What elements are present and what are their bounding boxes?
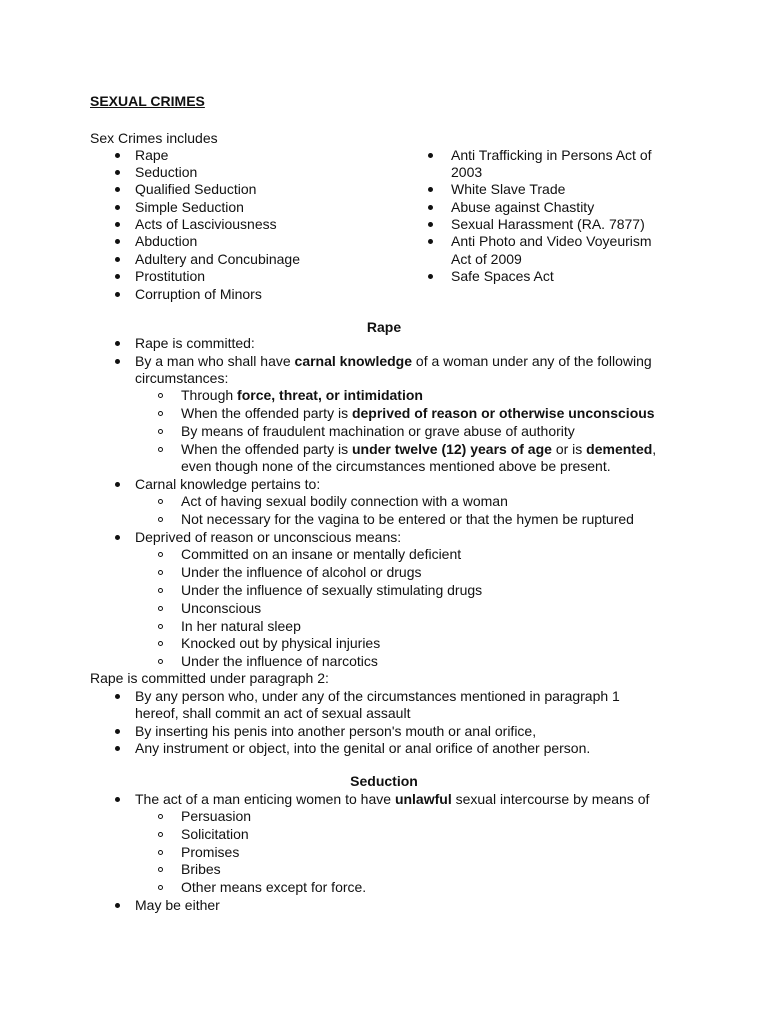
list-item-continued: hereof, shall commit an act of sexual assault (135, 705, 411, 721)
sub-item: Promises (181, 844, 240, 860)
bullet-icon (115, 274, 120, 279)
list-item: Safe Spaces Act (451, 268, 554, 284)
circle-bullet-icon (158, 588, 163, 593)
circle-bullet-icon (158, 393, 163, 398)
sub-item: Under the influence of alcohol or drugs (181, 564, 422, 580)
bullet-icon (115, 359, 120, 364)
circle-bullet-icon (158, 447, 163, 452)
circle-bullet-icon (158, 867, 163, 872)
list-item: Rape is committed: (135, 335, 255, 351)
list-item: Simple Seduction (135, 199, 244, 215)
section-heading-rape: Rape (366, 319, 402, 335)
list-item: May be either (135, 897, 220, 913)
list-item: Sexual Harassment (RA. 7877) (451, 216, 645, 232)
bullet-icon (115, 257, 120, 262)
circle-bullet-icon (158, 885, 163, 890)
list-item: Any instrument or object, into the genital or anal orifice of another person. (135, 740, 591, 756)
list-item: White Slave Trade (451, 181, 566, 197)
list-item: Corruption of Minors (135, 286, 262, 302)
circle-bullet-icon (158, 429, 163, 434)
sub-item: Not necessary for the vagina to be entered or that the hymen be ruptured (181, 511, 634, 527)
circle-bullet-icon (158, 570, 163, 575)
list-item-continued: Act of 2009 (451, 251, 522, 267)
circle-bullet-icon (158, 499, 163, 504)
circle-bullet-icon (158, 641, 163, 646)
sub-item: Committed on an insane or mentally deficient (181, 546, 462, 562)
list-item: Carnal knowledge pertains to: (135, 476, 321, 492)
bullet-icon (428, 222, 433, 227)
section-heading-seduction: Seduction (350, 773, 418, 789)
sub-item: When the offended party is under twelve (12) years of age or is demented, (181, 441, 657, 457)
bullet-icon (115, 153, 120, 158)
sub-item: Persuasion (181, 808, 252, 824)
list-item: Anti Photo and Video Voyeurism (451, 233, 652, 249)
bullet-icon (428, 205, 433, 210)
sub-item: Other means except for force. (181, 879, 367, 895)
circle-bullet-icon (158, 606, 163, 611)
bullet-icon (115, 729, 120, 734)
sub-item: When the offended party is deprived of reason or otherwise unconscious (181, 405, 655, 421)
list-item: Seduction (135, 164, 198, 180)
bullet-icon (115, 205, 120, 210)
list-item: Acts of Lasciviousness (135, 216, 277, 232)
list-item: The act of a man enticing women to have unlawful sexual intercourse by means of (135, 791, 650, 807)
bullet-icon (115, 292, 120, 297)
circle-bullet-icon (158, 659, 163, 664)
bullet-icon (115, 482, 120, 487)
list-item-continued: circumstances: (135, 370, 229, 386)
bullet-icon (115, 170, 120, 175)
bullet-icon (428, 153, 433, 158)
bullet-icon (115, 341, 120, 346)
list-item: Adultery and Concubinage (135, 251, 301, 267)
bullet-icon (428, 274, 433, 279)
sub-item: Solicitation (181, 826, 249, 842)
sub-item: Act of having sexual bodily connection with a woman (181, 493, 508, 509)
list-item-continued: 2003 (451, 164, 483, 180)
sub-item-continued: even though none of the circumstances mentioned above be present. (181, 458, 611, 474)
list-item: Anti Trafficking in Persons Act of (451, 147, 652, 163)
list-item: By any person who, under any of the circumstances mentioned in paragraph 1 (135, 688, 620, 704)
bullet-icon (115, 239, 120, 244)
bullet-icon (115, 746, 120, 751)
list-item: Rape (135, 147, 169, 163)
bullet-icon (115, 535, 120, 540)
sub-item: Bribes (181, 861, 221, 877)
circle-bullet-icon (158, 517, 163, 522)
circle-bullet-icon (158, 832, 163, 837)
sub-item: Knocked out by physical injuries (181, 635, 381, 651)
circle-bullet-icon (158, 850, 163, 855)
list-item: By inserting his penis into another person's mouth or anal orifice, (135, 723, 537, 739)
list-item: Abuse against Chastity (451, 199, 595, 215)
page-title: SEXUAL CRIMES (90, 93, 205, 109)
circle-bullet-icon (158, 624, 163, 629)
bullet-icon (428, 187, 433, 192)
sub-item: By means of fraudulent machination or grave abuse of authority (181, 423, 575, 439)
sub-item: Through force, threat, or intimidation (181, 387, 423, 403)
circle-bullet-icon (158, 411, 163, 416)
sub-item: Under the influence of sexually stimulating drugs (181, 582, 483, 598)
sub-item: In her natural sleep (181, 618, 301, 634)
list-item: Prostitution (135, 268, 206, 284)
bullet-icon (115, 903, 120, 908)
list-item: By a man who shall have carnal knowledge of a woman under any of the following (135, 353, 652, 369)
bullet-icon (115, 797, 120, 802)
paragraph-text: Rape is committed under paragraph 2: (90, 670, 329, 686)
bullet-icon (115, 187, 120, 192)
bullet-icon (115, 222, 120, 227)
circle-bullet-icon (158, 814, 163, 819)
sub-item: Unconscious (181, 600, 262, 616)
intro-text: Sex Crimes includes (90, 130, 218, 146)
sub-item: Under the influence of narcotics (181, 653, 378, 669)
bullet-icon (428, 239, 433, 244)
bullet-icon (115, 694, 120, 699)
list-item: Qualified Seduction (135, 181, 257, 197)
list-item: Deprived of reason or unconscious means: (135, 529, 402, 545)
list-item: Abduction (135, 233, 198, 249)
circle-bullet-icon (158, 552, 163, 557)
